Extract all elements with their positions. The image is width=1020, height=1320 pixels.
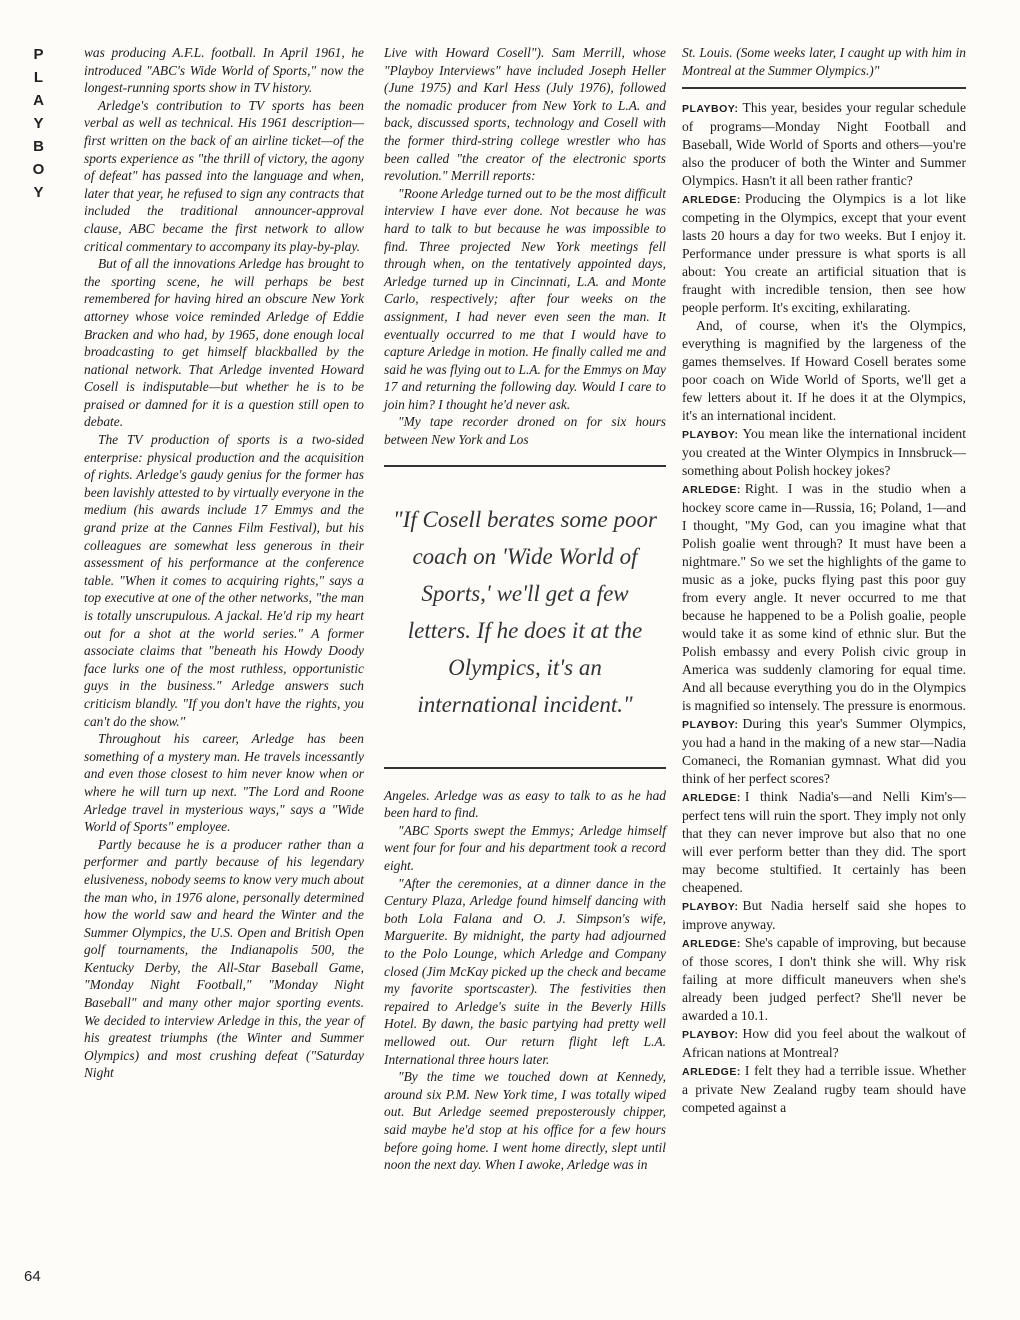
qa-text: During this year's Summer Olympics, you had a hand in the making of a new star—Nadia Comaneci, the Romanian gymnast. What did you think of her perfect scores?	[682, 716, 966, 787]
magazine-masthead: PLAYBOY	[30, 46, 47, 207]
column-1	[84, 44, 364, 1082]
column-2	[384, 44, 666, 1174]
qa-entry	[682, 317, 966, 425]
qa-entry	[682, 1025, 966, 1062]
speaker-label: ARLEDGE:	[682, 1066, 741, 1079]
qa-text: I felt they had a terrible issue. Whether a private New Zealand rugby team should have competed against a	[682, 1063, 966, 1116]
speaker-label: PLAYBOY:	[682, 901, 739, 914]
paragraph: "ABC Sports swept the Emmys; Arledge himself went four for four and his department took a record eight.	[384, 822, 666, 874]
paragraph: "By the time we touched down at Kennedy, around six P.M. New York time, I was totally wiped out. But Arledge seemed preposterously chipper, said maybe he'd stop at his office for a few hours before going home. I went home directly, slept until noon the next day. When I awoke, Arledge was in	[384, 1069, 666, 1173]
qa-text: And, of course, when it's the Olympics, everything is magnified by the largeness of the games themselves. If Howard Cosell berates some poor coach on Wide World of Sports, we'll get a few letters about it. If he does it at the Olympics, it's an international incident.	[682, 318, 966, 424]
pull-quote-bottom-rule	[384, 767, 666, 769]
speaker-label: PLAYBOY:	[682, 429, 739, 442]
qa-text: How did you feel about the walkout of African nations at Montreal?	[682, 1026, 966, 1061]
qa-entry	[682, 425, 966, 480]
speaker-label: ARLEDGE:	[682, 194, 741, 207]
paragraph: But of all the innovations Arledge has brought to the sporting scene, he will perhaps be best remembered for having hired an obscure New York attorney whose voice reminded Arledge of Eddie Bracken and who had, by 1965, done enough local broadcasting to get himself blackballed by the national network. That Arledge invented Howard Cosell is indisputable—but whether he is to be praised or damned for it is a question still open to debate.	[84, 256, 364, 430]
qa-text: Producing the Olympics is a lot like competing in the Olympics, except that your event lasts 20 hours a day for two weeks. But I enjoy it. Performance under pressure is what sports is all about: You create an artificial situation that is fraught with incredible tension, then see how people perform. It's exciting, exhilarating.	[682, 191, 966, 316]
paragraph: Arledge's contribution to TV sports has been verbal as well as technical. His 1961 description—first written on the back of an airline ticket—of the sports experience as "the thrill of victory, the agony of defeat" has passed into the language and when, later that year, he refused to sign any contracts that included the traditional announcer-approval clause, ABC became the first network to allow critical commentary to accompany its play-by-play.	[84, 97, 364, 254]
qa-text: She's capable of improving, but because of those scores, I don't think she will. Why risk failing at more difficult maneuvers when she's already been judged perfect? She'll never be awarded a 10.1.	[682, 935, 966, 1024]
qa-entry	[682, 897, 966, 934]
paragraph: Angeles. Arledge was as easy to talk to as he had been hard to find.	[384, 787, 666, 821]
speaker-label: PLAYBOY:	[682, 1029, 739, 1042]
qa-text: I think Nadia's—and Nelli Kim's—perfect tens will ruin the sport. They imply not only that they can never improve but also that no one will ever perform better than they did. The sport may become stultified. It certainly has been cheapened.	[682, 789, 966, 896]
speaker-label: PLAYBOY:	[682, 103, 739, 116]
qa-text: Right. I was in the studio when a hockey score came in—Russia, 16; Poland, 1—and I thought, "My God, can you imagine what that Polish goalie went through? It must have been a nightmare." So we set the highlights of the game to music as a joke, pucks flying past this poor guy from every angle. It never occurred to me that because he happened to be a Polish goalie, people would take it as some kind of ethnic slur. But the Polish embassy and every Polish civic group in America was suddenly clamoring for equal time. And all because everything you do in the Olympics is magnified so intensely. The pressure is enormous.	[682, 481, 966, 714]
paragraph: St. Louis. (Some weeks later, I caught up with him in Montreal at the Summer Olympics.)"	[682, 45, 966, 78]
column-2-top-text	[384, 44, 666, 449]
interview-qa	[682, 99, 966, 1117]
speaker-label: ARLEDGE:	[682, 484, 741, 497]
paragraph: Throughout his career, Arledge has been something of a mystery man. He travels incessantly and even those closest to him never know when or where he will turn up next. "The Lord and Roone Arledge travel in mysterious ways," says a "Wide World of Sports" employee.	[84, 731, 364, 835]
qa-entry	[682, 715, 966, 788]
paragraph: Partly because he is a producer rather than a performer and partly because of his legendary elusiveness, nobody seems to know very much about the man who, in 1976 alone, personally determined how the world saw and heard the Winter and the Summer Olympics, the U.S. Open and British Open golf tournaments, the Indianapolis 500, the Kentucky Derby, the All-Star Baseball Game, "Monday Night Football," "Monday Night Baseball" and many other major sporting events. We decided to interview Arledge in this, the year of his greatest triumphs (the Winter and Summer Olympics) and most crushing defeat ("Saturday Night	[84, 836, 364, 1081]
qa-entry	[682, 190, 966, 317]
speaker-label: ARLEDGE:	[682, 938, 741, 951]
qa-entry	[682, 99, 966, 190]
pull-quote: "If Cosell berates some poor coach on 'Wide World of Sports,' we'll get a few letters. If he does it at the Olympics, it's an international incident."	[393, 506, 657, 717]
section-rule	[682, 87, 966, 89]
column-3-intro	[682, 44, 966, 79]
paragraph: "My tape recorder droned on for six hours between New York and Los	[384, 414, 666, 448]
page-number: 64	[24, 1268, 41, 1285]
qa-text: This year, besides your regular schedule of programs—Monday Night Football and Baseball, Wide World of Sports and others—you're also the producer of both the Winter and Summer Olympics. Hasn't it all been rather frantic?	[682, 100, 966, 189]
qa-entry	[682, 788, 966, 897]
qa-entry	[682, 480, 966, 715]
qa-entry	[682, 1062, 966, 1117]
qa-entry	[682, 934, 966, 1025]
column-2-bottom-text	[384, 787, 666, 1174]
paragraph: "Roone Arledge turned out to be the most difficult interview I have ever done. Not because he was hard to talk to but because he was impossible to find. Three projected New York meetings fell through when, on the tentatively appointed days, Arledge turned up in Cincinnati, L.A. and Monte Carlo, respectively; after four weeks on the assignment, I had never even seen the man. It eventually occurred to me that I would have to capture Arledge in motion. He finally called me and said he was flying out to L.A. for the Emmys on May 17 and returning the following day. Would I care to join him? I thought he'd never ask.	[384, 185, 666, 412]
paragraph: was producing A.F.L. football. In April 1961, he introduced "ABC's Wide World of Sports," now the longest-running sports show in TV history.	[84, 45, 364, 96]
qa-text: You mean like the international incident you created at the Winter Olympics in Innsbruck—something about Polish hockey jokes?	[682, 426, 966, 479]
paragraph: The TV production of sports is a two-sided enterprise: physical production and the acquisition of rights. Arledge's gaudy genius for the former has been lavishly attested to by virtually everyone in the medium (his awards include 17 Emmys and the grand prize at the Cannes Film Festival), but his colleagues are somewhat less generous in their assessment of his performance at the conference table. "When it comes to acquiring rights," says a top executive at one of the other networks, "the man is totally unscrupulous. A jackal. He'd rip my heart out for a shot at the world series." A former associate claims that "beneath his Howdy Doody face lurks one of the most ruthless, opportunistic guys in the business." Arledge answers such criticism blandly. "If you don't have the rights, you can't do the show."	[84, 432, 364, 729]
paragraph: Live with Howard Cosell"). Sam Merrill, whose "Playboy Interviews" have included Joseph Heller (June 1975) and Karl Hess (July 1976), followed the nomadic producer from New York to L.A. and back, discussed sports, technology and Cosell with the former third-string college wrestler who has been called "the creator of the electronic sports revolution." Merrill reports:	[384, 45, 666, 184]
speaker-label: PLAYBOY:	[682, 719, 739, 732]
paragraph: "After the ceremonies, at a dinner dance in the Century Plaza, Arledge found himself dancing with both Lola Falana and O. J. Simpson's wife, Marguerite. By midnight, the party had adjourned to the Polo Lounge, which Arledge and Company closed (Jim McKay picked up the check and became my favorite sportscaster). The festivities then repaired to Arledge's suite in the Beverly Hills Hotel. By dawn, the basic partying had pretty well mellowed out. Our return flight left L.A. International three hours later.	[384, 875, 666, 1067]
column-3	[682, 44, 966, 1117]
qa-text: But Nadia herself said she hopes to improve anyway.	[682, 898, 966, 933]
speaker-label: ARLEDGE:	[682, 792, 741, 805]
